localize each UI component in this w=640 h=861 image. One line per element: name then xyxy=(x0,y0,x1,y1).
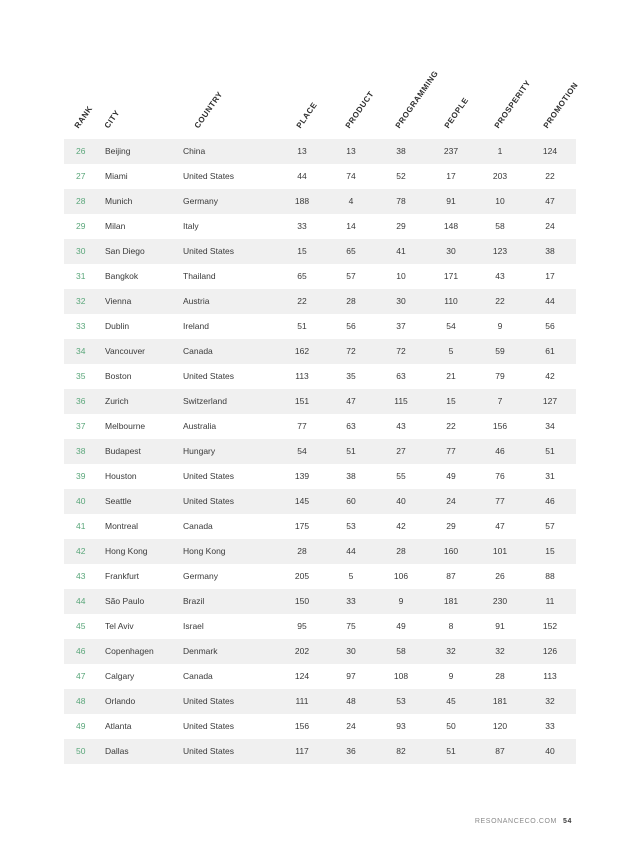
rank-cell: 27 xyxy=(76,171,86,181)
rank-cell: 35 xyxy=(76,371,86,381)
city-cell: Calgary xyxy=(105,671,135,681)
product-cell: 24 xyxy=(346,721,356,731)
rank-cell: 36 xyxy=(76,396,86,406)
table-row xyxy=(64,714,576,739)
country-cell: United States xyxy=(183,696,235,706)
promotion-cell: 47 xyxy=(545,196,555,206)
country-cell: Canada xyxy=(183,521,213,531)
rank-cell: 31 xyxy=(76,271,86,281)
country-cell: Switzerland xyxy=(183,396,227,406)
rank-cell: 39 xyxy=(76,471,86,481)
place-cell: 33 xyxy=(297,221,307,231)
product-cell: 72 xyxy=(346,346,356,356)
programming-cell: 58 xyxy=(396,646,406,656)
city-cell: Seattle xyxy=(105,496,132,506)
rank-cell: 38 xyxy=(76,446,86,456)
country-cell: United States xyxy=(183,371,235,381)
place-cell: 95 xyxy=(297,621,307,631)
promotion-cell: 51 xyxy=(545,446,555,456)
table-row xyxy=(64,589,576,614)
people-cell: 29 xyxy=(446,521,456,531)
product-cell: 35 xyxy=(346,371,356,381)
prosperity-cell: 46 xyxy=(495,446,505,456)
product-cell: 38 xyxy=(346,471,356,481)
product-cell: 28 xyxy=(346,296,356,306)
table-row xyxy=(64,739,576,764)
prosperity-cell: 203 xyxy=(492,171,508,181)
promotion-cell: 152 xyxy=(542,621,558,631)
people-cell: 17 xyxy=(446,171,456,181)
people-cell: 5 xyxy=(448,346,454,356)
product-cell: 44 xyxy=(346,546,356,556)
prosperity-cell: 7 xyxy=(497,396,503,406)
place-cell: 113 xyxy=(295,371,309,381)
promotion-cell: 88 xyxy=(545,571,555,581)
prosperity-cell: 58 xyxy=(495,221,505,231)
rank-cell: 28 xyxy=(76,196,86,206)
table-row xyxy=(64,239,576,264)
programming-cell: 41 xyxy=(396,246,406,256)
rank-cell: 30 xyxy=(76,246,86,256)
prosperity-cell: 230 xyxy=(492,596,508,606)
promotion-cell: 22 xyxy=(545,171,555,181)
prosperity-cell: 59 xyxy=(495,346,505,356)
rank-cell: 43 xyxy=(76,571,86,581)
country-cell: Hong Kong xyxy=(183,546,226,556)
page-footer xyxy=(475,818,572,825)
promotion-cell: 11 xyxy=(545,596,555,606)
product-cell: 5 xyxy=(348,571,354,581)
people-cell: 110 xyxy=(444,296,458,306)
city-cell: Budapest xyxy=(105,446,141,456)
city-cell: Milan xyxy=(105,221,126,231)
header-promotion: PROMOTION xyxy=(541,80,580,130)
place-cell: 28 xyxy=(297,546,307,556)
place-cell: 65 xyxy=(297,271,307,281)
product-cell: 14 xyxy=(346,221,356,231)
prosperity-cell: 26 xyxy=(495,571,505,581)
place-cell: 51 xyxy=(297,321,307,331)
city-cell: Vienna xyxy=(105,296,132,306)
table-row xyxy=(64,664,576,689)
people-cell: 51 xyxy=(446,746,456,756)
rank-cell: 49 xyxy=(76,721,86,731)
prosperity-cell: 123 xyxy=(492,246,508,256)
country-cell: Canada xyxy=(183,346,213,356)
rank-cell: 47 xyxy=(76,671,86,681)
programming-cell: 27 xyxy=(396,446,406,456)
rank-cell: 45 xyxy=(76,621,86,631)
place-cell: 156 xyxy=(294,721,310,731)
header-product: PRODUCT xyxy=(343,89,376,130)
table-row xyxy=(64,614,576,639)
header-city: CITY xyxy=(102,108,122,130)
programming-cell: 38 xyxy=(396,146,406,156)
table-row xyxy=(64,639,576,664)
place-cell: 139 xyxy=(294,471,310,481)
rank-cell: 37 xyxy=(76,421,86,431)
people-cell: 77 xyxy=(446,446,456,456)
place-cell: 44 xyxy=(297,171,307,181)
table-row xyxy=(64,214,576,239)
promotion-cell: 17 xyxy=(545,271,555,281)
prosperity-cell: 22 xyxy=(495,296,505,306)
city-cell: Bangkok xyxy=(105,271,139,281)
promotion-cell: 127 xyxy=(542,396,558,406)
product-cell: 63 xyxy=(346,421,356,431)
promotion-cell: 15 xyxy=(545,546,555,556)
place-cell: 175 xyxy=(294,521,310,531)
prosperity-cell: 9 xyxy=(497,321,503,331)
prosperity-cell: 181 xyxy=(492,696,508,706)
rank-cell: 48 xyxy=(76,696,86,706)
rank-cell: 29 xyxy=(76,221,86,231)
people-cell: 32 xyxy=(446,646,456,656)
city-cell: Montreal xyxy=(105,521,139,531)
place-cell: 202 xyxy=(294,646,310,656)
promotion-cell: 57 xyxy=(545,521,555,531)
people-cell: 91 xyxy=(446,196,456,206)
product-cell: 65 xyxy=(346,246,356,256)
promotion-cell: 61 xyxy=(545,346,555,356)
promotion-cell: 32 xyxy=(545,696,555,706)
people-cell: 54 xyxy=(446,321,456,331)
programming-cell: 10 xyxy=(396,271,406,281)
country-cell: United States xyxy=(183,171,235,181)
programming-cell: 82 xyxy=(396,746,406,756)
product-cell: 48 xyxy=(346,696,356,706)
country-cell: Austria xyxy=(183,296,210,306)
place-cell: 22 xyxy=(297,296,307,306)
header-country: COUNTRY xyxy=(192,89,225,130)
country-cell: Germany xyxy=(183,571,218,581)
header-programming: PROGRAMMING xyxy=(393,68,441,130)
city-cell: Orlando xyxy=(105,696,136,706)
people-cell: 50 xyxy=(446,721,456,731)
people-cell: 171 xyxy=(443,271,459,281)
place-cell: 162 xyxy=(294,346,310,356)
city-cell: Atlanta xyxy=(105,721,132,731)
city-cell: Boston xyxy=(105,371,132,381)
prosperity-cell: 76 xyxy=(495,471,505,481)
header-people: PEOPLE xyxy=(442,95,471,130)
people-cell: 45 xyxy=(446,696,456,706)
table-row xyxy=(64,139,576,164)
table-row xyxy=(64,289,576,314)
header-rank: RANK xyxy=(72,104,95,130)
prosperity-cell: 28 xyxy=(495,671,505,681)
product-cell: 57 xyxy=(346,271,356,281)
people-cell: 9 xyxy=(448,671,454,681)
city-cell: Tel Aviv xyxy=(105,621,134,631)
people-cell: 87 xyxy=(446,571,456,581)
rank-cell: 33 xyxy=(76,321,86,331)
product-cell: 33 xyxy=(346,596,356,606)
city-cell: Munich xyxy=(105,196,133,206)
people-cell: 22 xyxy=(446,421,456,431)
people-cell: 160 xyxy=(443,546,459,556)
city-cell: Zurich xyxy=(105,396,129,406)
people-cell: 181 xyxy=(443,596,459,606)
country-cell: Israel xyxy=(183,621,204,631)
country-cell: Italy xyxy=(183,221,199,231)
rank-cell: 42 xyxy=(76,546,86,556)
prosperity-cell: 91 xyxy=(495,621,505,631)
table-row xyxy=(64,489,576,514)
programming-cell: 63 xyxy=(396,371,406,381)
people-cell: 30 xyxy=(446,246,456,256)
people-cell: 148 xyxy=(443,221,459,231)
header-place: PLACE xyxy=(294,100,319,130)
place-cell: 13 xyxy=(297,146,307,156)
place-cell: 124 xyxy=(294,671,310,681)
country-cell: China xyxy=(183,146,206,156)
product-cell: 74 xyxy=(346,171,356,181)
country-cell: United States xyxy=(183,471,235,481)
table-row xyxy=(64,439,576,464)
table-row xyxy=(64,164,576,189)
product-cell: 97 xyxy=(346,671,356,681)
programming-cell: 72 xyxy=(396,346,406,356)
country-cell: Ireland xyxy=(183,321,209,331)
city-cell: Frankfurt xyxy=(105,571,140,581)
promotion-cell: 126 xyxy=(542,646,558,656)
country-cell: United States xyxy=(183,721,235,731)
page-number: 54 xyxy=(563,818,572,825)
place-cell: 188 xyxy=(294,196,310,206)
product-cell: 47 xyxy=(346,396,356,406)
promotion-cell: 33 xyxy=(545,721,555,731)
promotion-cell: 24 xyxy=(545,221,555,231)
rank-cell: 32 xyxy=(76,296,86,306)
city-cell: Copenhagen xyxy=(105,646,154,656)
promotion-cell: 42 xyxy=(545,371,555,381)
people-cell: 8 xyxy=(448,621,454,631)
promotion-cell: 56 xyxy=(545,321,555,331)
city-cell: Melbourne xyxy=(105,421,146,431)
city-cell: Dublin xyxy=(105,321,130,331)
prosperity-cell: 1 xyxy=(497,146,503,156)
prosperity-cell: 101 xyxy=(492,546,508,556)
programming-cell: 106 xyxy=(393,571,409,581)
place-cell: 205 xyxy=(294,571,310,581)
prosperity-cell: 47 xyxy=(495,521,505,531)
prosperity-cell: 120 xyxy=(492,721,508,731)
city-cell: Houston xyxy=(105,471,137,481)
people-cell: 237 xyxy=(443,146,459,156)
product-cell: 13 xyxy=(346,146,356,156)
rank-cell: 34 xyxy=(76,346,86,356)
place-cell: 145 xyxy=(294,496,310,506)
country-cell: United States xyxy=(183,246,235,256)
table-row xyxy=(64,514,576,539)
country-cell: Denmark xyxy=(183,646,218,656)
promotion-cell: 34 xyxy=(545,421,555,431)
place-cell: 54 xyxy=(297,446,307,456)
table-row xyxy=(64,564,576,589)
promotion-cell: 124 xyxy=(542,146,558,156)
product-cell: 4 xyxy=(348,196,354,206)
rank-cell: 26 xyxy=(76,146,86,156)
product-cell: 56 xyxy=(346,321,356,331)
promotion-cell: 31 xyxy=(545,471,555,481)
product-cell: 51 xyxy=(346,446,356,456)
promotion-cell: 40 xyxy=(545,746,555,756)
people-cell: 24 xyxy=(446,496,456,506)
product-cell: 53 xyxy=(346,521,356,531)
city-cell: Vancouver xyxy=(105,346,146,356)
table-row xyxy=(64,264,576,289)
table-row xyxy=(64,364,576,389)
country-cell: Thailand xyxy=(183,271,216,281)
programming-cell: 49 xyxy=(396,621,406,631)
programming-cell: 40 xyxy=(396,496,406,506)
table-row xyxy=(64,539,576,564)
programming-cell: 108 xyxy=(393,671,409,681)
country-cell: Canada xyxy=(183,671,213,681)
prosperity-cell: 79 xyxy=(495,371,505,381)
city-cell: São Paulo xyxy=(105,596,145,606)
programming-cell: 115 xyxy=(394,396,408,406)
country-cell: Australia xyxy=(183,421,217,431)
prosperity-cell: 87 xyxy=(495,746,505,756)
table-header xyxy=(0,0,640,140)
programming-cell: 28 xyxy=(396,546,406,556)
city-cell: San Diego xyxy=(105,246,145,256)
site-url: RESONANCECO.COM xyxy=(474,818,557,825)
rankings-table xyxy=(64,139,576,764)
prosperity-cell: 156 xyxy=(492,421,508,431)
table-row xyxy=(64,464,576,489)
rank-cell: 46 xyxy=(76,646,86,656)
prosperity-cell: 77 xyxy=(495,496,505,506)
programming-cell: 78 xyxy=(396,196,406,206)
rank-cell: 40 xyxy=(76,496,86,506)
rank-cell: 50 xyxy=(76,746,86,756)
country-cell: Brazil xyxy=(183,596,205,606)
table-row xyxy=(64,414,576,439)
table-row xyxy=(64,314,576,339)
country-cell: Germany xyxy=(183,196,218,206)
product-cell: 30 xyxy=(346,646,356,656)
table-row xyxy=(64,339,576,364)
prosperity-cell: 32 xyxy=(495,646,505,656)
promotion-cell: 44 xyxy=(545,296,555,306)
programming-cell: 52 xyxy=(396,171,406,181)
programming-cell: 30 xyxy=(396,296,406,306)
programming-cell: 42 xyxy=(396,521,406,531)
place-cell: 111 xyxy=(295,696,309,706)
country-cell: United States xyxy=(183,746,235,756)
rank-cell: 41 xyxy=(76,521,86,531)
programming-cell: 37 xyxy=(396,321,406,331)
rank-cell: 44 xyxy=(76,596,86,606)
table-row xyxy=(64,389,576,414)
programming-cell: 55 xyxy=(396,471,406,481)
city-cell: Beijing xyxy=(105,146,131,156)
promotion-cell: 46 xyxy=(545,496,555,506)
programming-cell: 93 xyxy=(396,721,406,731)
place-cell: 117 xyxy=(295,746,309,756)
programming-cell: 29 xyxy=(396,221,406,231)
place-cell: 150 xyxy=(294,596,310,606)
programming-cell: 53 xyxy=(396,696,406,706)
place-cell: 15 xyxy=(297,246,307,256)
people-cell: 15 xyxy=(446,396,456,406)
header-prosperity: PROSPERITY xyxy=(492,78,533,130)
product-cell: 60 xyxy=(346,496,356,506)
city-cell: Miami xyxy=(105,171,128,181)
place-cell: 151 xyxy=(294,396,310,406)
promotion-cell: 38 xyxy=(545,246,555,256)
table-row xyxy=(64,189,576,214)
programming-cell: 9 xyxy=(398,596,404,606)
product-cell: 75 xyxy=(346,621,356,631)
city-cell: Dallas xyxy=(105,746,129,756)
people-cell: 49 xyxy=(446,471,456,481)
country-cell: Hungary xyxy=(183,446,216,456)
product-cell: 36 xyxy=(346,746,356,756)
prosperity-cell: 10 xyxy=(495,196,505,206)
country-cell: United States xyxy=(183,496,235,506)
place-cell: 77 xyxy=(297,421,307,431)
prosperity-cell: 43 xyxy=(495,271,505,281)
people-cell: 21 xyxy=(446,371,456,381)
city-cell: Hong Kong xyxy=(105,546,148,556)
programming-cell: 43 xyxy=(396,421,406,431)
promotion-cell: 113 xyxy=(543,671,557,681)
table-row xyxy=(64,689,576,714)
